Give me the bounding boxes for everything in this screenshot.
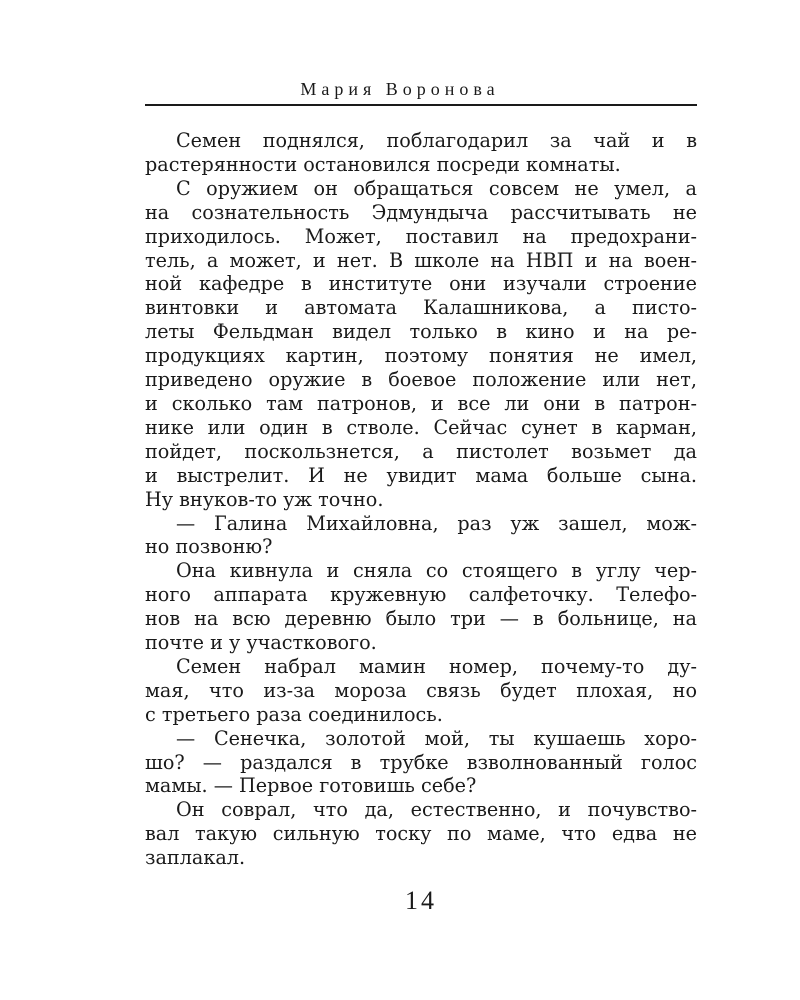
text-line: на сознательность Эдмундыча рассчитывать не	[145, 200, 697, 224]
text-line: мамы. — Первое готовишь себе?	[145, 774, 477, 798]
text-line: вал такую сильную тоску по маме, что едва не	[145, 822, 697, 846]
text-line: продукциях картин, поэтому понятия не имел,	[145, 344, 697, 368]
text-line: нов на всю деревню было три — в больнице, на	[145, 607, 697, 631]
header-rule	[145, 104, 697, 106]
text-line: леты Фельдман видел только в кино и на ре-	[145, 320, 697, 344]
text-line: заплакал.	[145, 846, 246, 870]
text-line: пойдет, поскользнется, а пистолет возьмет да	[145, 439, 697, 463]
text-line: и сколько там патронов, и все ли они в патрон-	[145, 391, 697, 415]
text-line: приведено оружие в боевое положение или нет,	[145, 368, 697, 392]
text-line: приходилось. Может, поставил на предохрани-	[145, 224, 697, 248]
page-number: 14	[405, 886, 437, 915]
text-line: — Галина Михайловна, раз уж зашел, мож-	[176, 511, 697, 535]
text-line: с третьего раза соединилось.	[145, 702, 443, 726]
text-line: шо? — раздался в трубке взволнованный голос	[145, 750, 697, 774]
running-header-author: Мария Воронова	[300, 79, 500, 99]
text-line: мая, что из-за мороза связь будет плохая, но	[145, 678, 697, 702]
page-text	[145, 129, 697, 870]
text-line: винтовки и автомата Калашникова, а писто-	[145, 296, 697, 320]
text-line: — Сенечка, золотой мой, ты кушаешь хоро-	[176, 726, 697, 750]
text-line: Семен поднялся, поблагодарил за чай и в	[176, 129, 697, 152]
text-line: тель, а может, и нет. В школе на НВП и на воен-	[145, 248, 697, 272]
text-line: С оружием он обращаться совсем не умел, а	[176, 176, 697, 200]
text-line: почте и у участкового.	[145, 631, 377, 655]
text-line: и выстрелит. И не увидит мама больше сына.	[145, 463, 697, 487]
text-line: но позвоню?	[145, 535, 273, 559]
text-line: Ну внуков-то уж точно.	[145, 487, 384, 511]
text-line: ной кафедре в институте они изучали строение	[145, 272, 697, 296]
text-line: растерянности остановился посреди комнаты.	[145, 152, 621, 176]
text-line: нике или один в стволе. Сейчас сунет в карман,	[145, 415, 697, 439]
text-line: ного аппарата кружевную салфеточку. Телефо-	[145, 583, 697, 607]
text-line: Семен набрал мамин номер, почему-то ду-	[176, 654, 697, 678]
text-line: Она кивнула и сняла со стоящего в углу чер-	[176, 559, 697, 583]
text-line: Он соврал, что да, естественно, и почувство-	[176, 798, 697, 822]
